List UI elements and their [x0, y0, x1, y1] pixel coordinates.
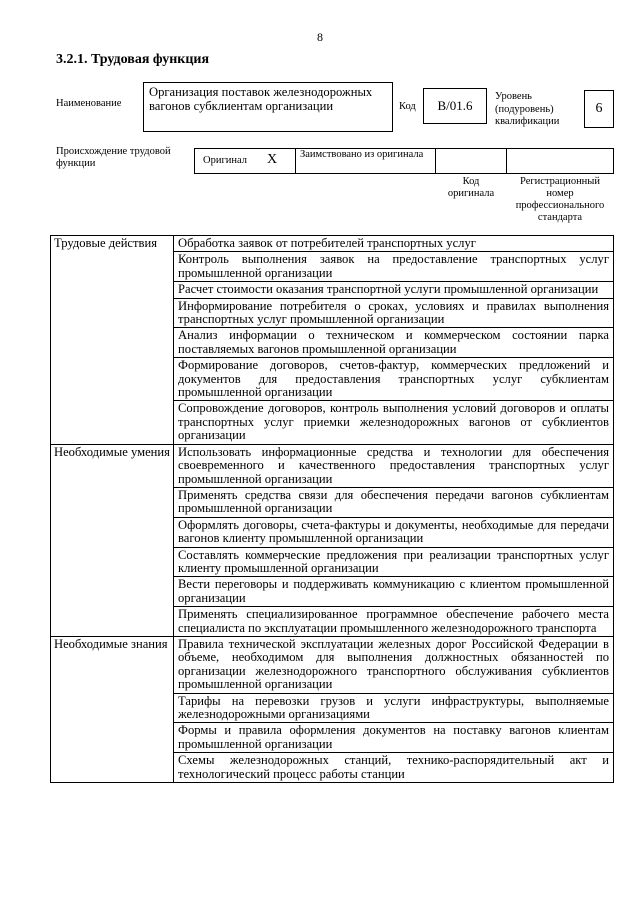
function-content-table	[50, 235, 614, 783]
level-value: 6	[595, 101, 603, 116]
code-caption: Код оригинала	[447, 176, 495, 199]
function-name: Организация поставок железнодорожных вагонов субклиентам организации	[149, 85, 373, 113]
borrowed-label: Заимствовано из оригинала	[300, 149, 424, 160]
list-item: Тарифы на перевозки грузов и услуги инфраструктуры, выполняемые железнодорожными организациями	[174, 693, 614, 723]
list-item: Обработка заявок от потребителей транспортных услуг	[174, 236, 614, 252]
list-item: Информирование потребителя о сроках, условиях и правилах выполнения транспортных услуг промышленной организации	[174, 298, 614, 328]
section-header: Необходимые знания	[51, 636, 174, 782]
list-item: Использовать информационные средства и технологии для обеспечения своевременного и качественного предоставления транспортных услуг промышленной организации	[174, 444, 614, 487]
list-item: Формы и правила оформления документов на поставку вагонов клиентам промышленной организации	[174, 723, 614, 753]
list-item: Контроль выполнения заявок на предоставление транспортных услуг промышленной организации	[174, 252, 614, 282]
name-label: Наименование	[56, 98, 122, 109]
original-cell	[194, 148, 296, 174]
list-item: Формирование договоров, счетов-фактур, коммерческих предложений и документов для предоставления транспортных услуг субклиентам промышленной организации	[174, 358, 614, 401]
level-box	[584, 90, 614, 128]
origin-label: Происхождение трудовой функции	[56, 146, 171, 169]
list-item: Схемы железнодорожных станций, технико-распорядительный акт и технологический процесс работы станции	[174, 753, 614, 783]
list-item: Оформлять договоры, счета-фактуры и документы, необходимые для передачи вагонов клиенту промышленной организации	[174, 517, 614, 547]
original-code-cell	[435, 148, 507, 174]
list-item: Анализ информации о техническом и коммерческом состоянии парка поставляемых вагонов промышленной организации	[174, 328, 614, 358]
table-row	[51, 236, 614, 252]
section-title: 3.2.1. Трудовая функция	[56, 52, 210, 67]
list-item: Расчет стоимости оказания транспортной услуги промышленной организации	[174, 282, 614, 298]
original-label: Оригинал	[203, 155, 247, 166]
list-item: Правила технической эксплуатации железных дорог Российской Федерации в объеме, необходимом для выполнения должностных обязанностей по организации железнодорожного транспортного обслуживания субклиентов промышленной организации	[174, 636, 614, 693]
reg-number-cell	[506, 148, 614, 174]
function-name-box	[143, 82, 393, 132]
table-row	[51, 444, 614, 487]
code-label: Код	[399, 101, 416, 112]
list-item: Составлять коммерческие предложения при реализации транспортных услуг клиенту промышленной организации	[174, 547, 614, 577]
code-box	[423, 88, 487, 124]
list-item: Применять специализированное программное обеспечение рабочего места специалиста по эксплуатации промышленного железнодорожного транспорта	[174, 607, 614, 637]
reg-caption: Регистрационный номер профессионального стандарта	[515, 176, 605, 223]
borrowed-cell	[295, 148, 436, 174]
table-row	[51, 636, 614, 693]
original-mark: X	[267, 152, 278, 167]
section-header: Трудовые действия	[51, 236, 174, 445]
list-item: Применять средства связи для обеспечения передачи вагонов субклиентам промышленной организации	[174, 487, 614, 517]
page-number: 8	[317, 30, 323, 44]
list-item: Вести переговоры и поддерживать коммуникацию с клиентом промышленной организации	[174, 577, 614, 607]
list-item: Сопровождение договоров, контроль выполнения условий договоров и оплаты транспортных услуг приемки железнодорожных вагонов от субклиентов организации	[174, 401, 614, 444]
code-value: В/01.6	[437, 98, 473, 113]
section-header: Необходимые умения	[51, 444, 174, 636]
level-label: Уровень (подуровень) квалификации	[495, 91, 560, 127]
